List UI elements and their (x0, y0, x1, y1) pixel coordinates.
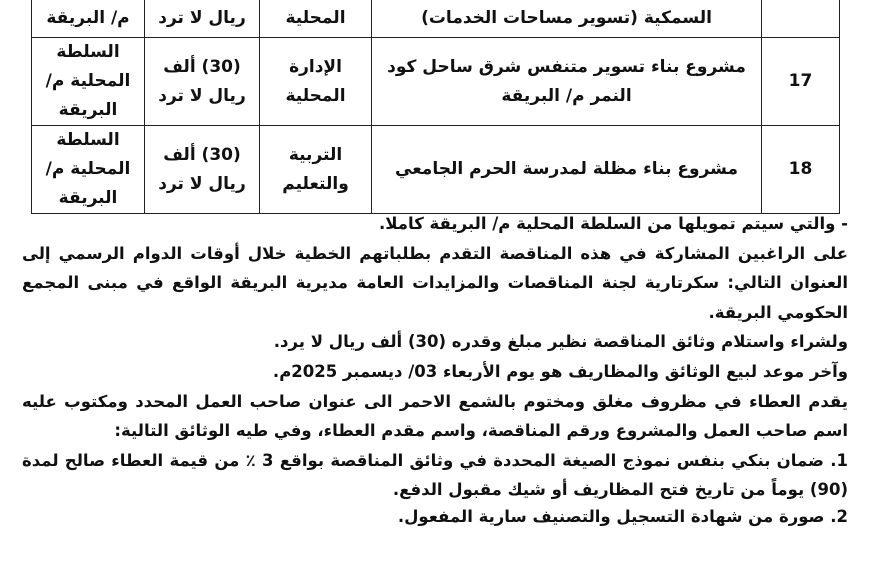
project-name: مشروع بناء تسوير متنفس شرق ساحل كود النمر م/ البريقة (372, 38, 762, 126)
row-number: 18 (762, 126, 840, 214)
funding-authority: م/ البريقة (32, 0, 145, 38)
announcement-body (22, 209, 848, 527)
tender-table (31, 0, 840, 214)
document-price: ريال لا ترد (145, 0, 260, 38)
submission-paragraph: يقدم العطاء في مظروف مغلق ومختوم بالشمع الاحمر الى عنوان صاحب العمل المحدد ومكتوب عليه اسم صاحب العمل والمشروع ورقم المناقصة، واسم مقدم العطاء، وفي طيه الوثائق التالية: (22, 391, 848, 441)
row-number: 17 (762, 38, 840, 126)
implementing-entity: المحلية (260, 0, 372, 38)
deadline-paragraph: وآخر موعد لبيع الوثائق والمظاريف هو يوم الأربعاء 03/ ديسمبر 2025م. (272, 361, 848, 381)
row-number (762, 0, 840, 38)
funding-paragraph: - والتي سيتم تمويلها من السلطة المحلية م/ البريقة كاملا. (379, 214, 848, 233)
document-price: (30) ألف ريال لا ترد (145, 38, 260, 126)
requirement-item-1: 1. ضمان بنكي بنفس نموذج الصيغة المحددة في وثائق المناقصة بواقع 3 ٪ من قيمة العطاء صالح لمدة (90) يوماً من تاريخ فتح المظاريف أو شيك مقبول الدفع. (22, 450, 848, 500)
funding-authority: السلطة المحلية م/ البريقة (32, 38, 145, 126)
project-name: السمكية (تسوير مساحات الخدمات) (372, 0, 762, 38)
table-row (32, 38, 840, 126)
applicants-paragraph: على الراغبين المشاركة في هذه المناقصة التقدم بطلباتهم الخطية خلال أوقات الدوام الرسمي إلى العنوان التالي: سكرتارية لجنة المناقصات والمزايدات العامة مديرية البريقة الواقع في مبنى المجمع الحكومي البريقة. (22, 243, 848, 322)
implementing-entity: الإدارة المحلية (260, 38, 372, 126)
project-name: مشروع بناء مظلة لمدرسة الحرم الجامعي (372, 126, 762, 214)
requirement-item-2: 2. صورة من شهادة التسجيل والتصنيف سارية المفعول. (397, 506, 848, 526)
table-row (32, 126, 840, 214)
table-row (32, 0, 840, 38)
implementing-entity: التربية والتعليم (260, 126, 372, 214)
document-price: (30) ألف ريال لا ترد (145, 126, 260, 214)
purchase-paragraph: ولشراء واستلام وثائق المناقصة نظير مبلغ وقدره (30) ألف ريال لا يرد. (273, 332, 848, 352)
funding-authority: السلطة المحلية م/ البريقة (32, 126, 145, 214)
